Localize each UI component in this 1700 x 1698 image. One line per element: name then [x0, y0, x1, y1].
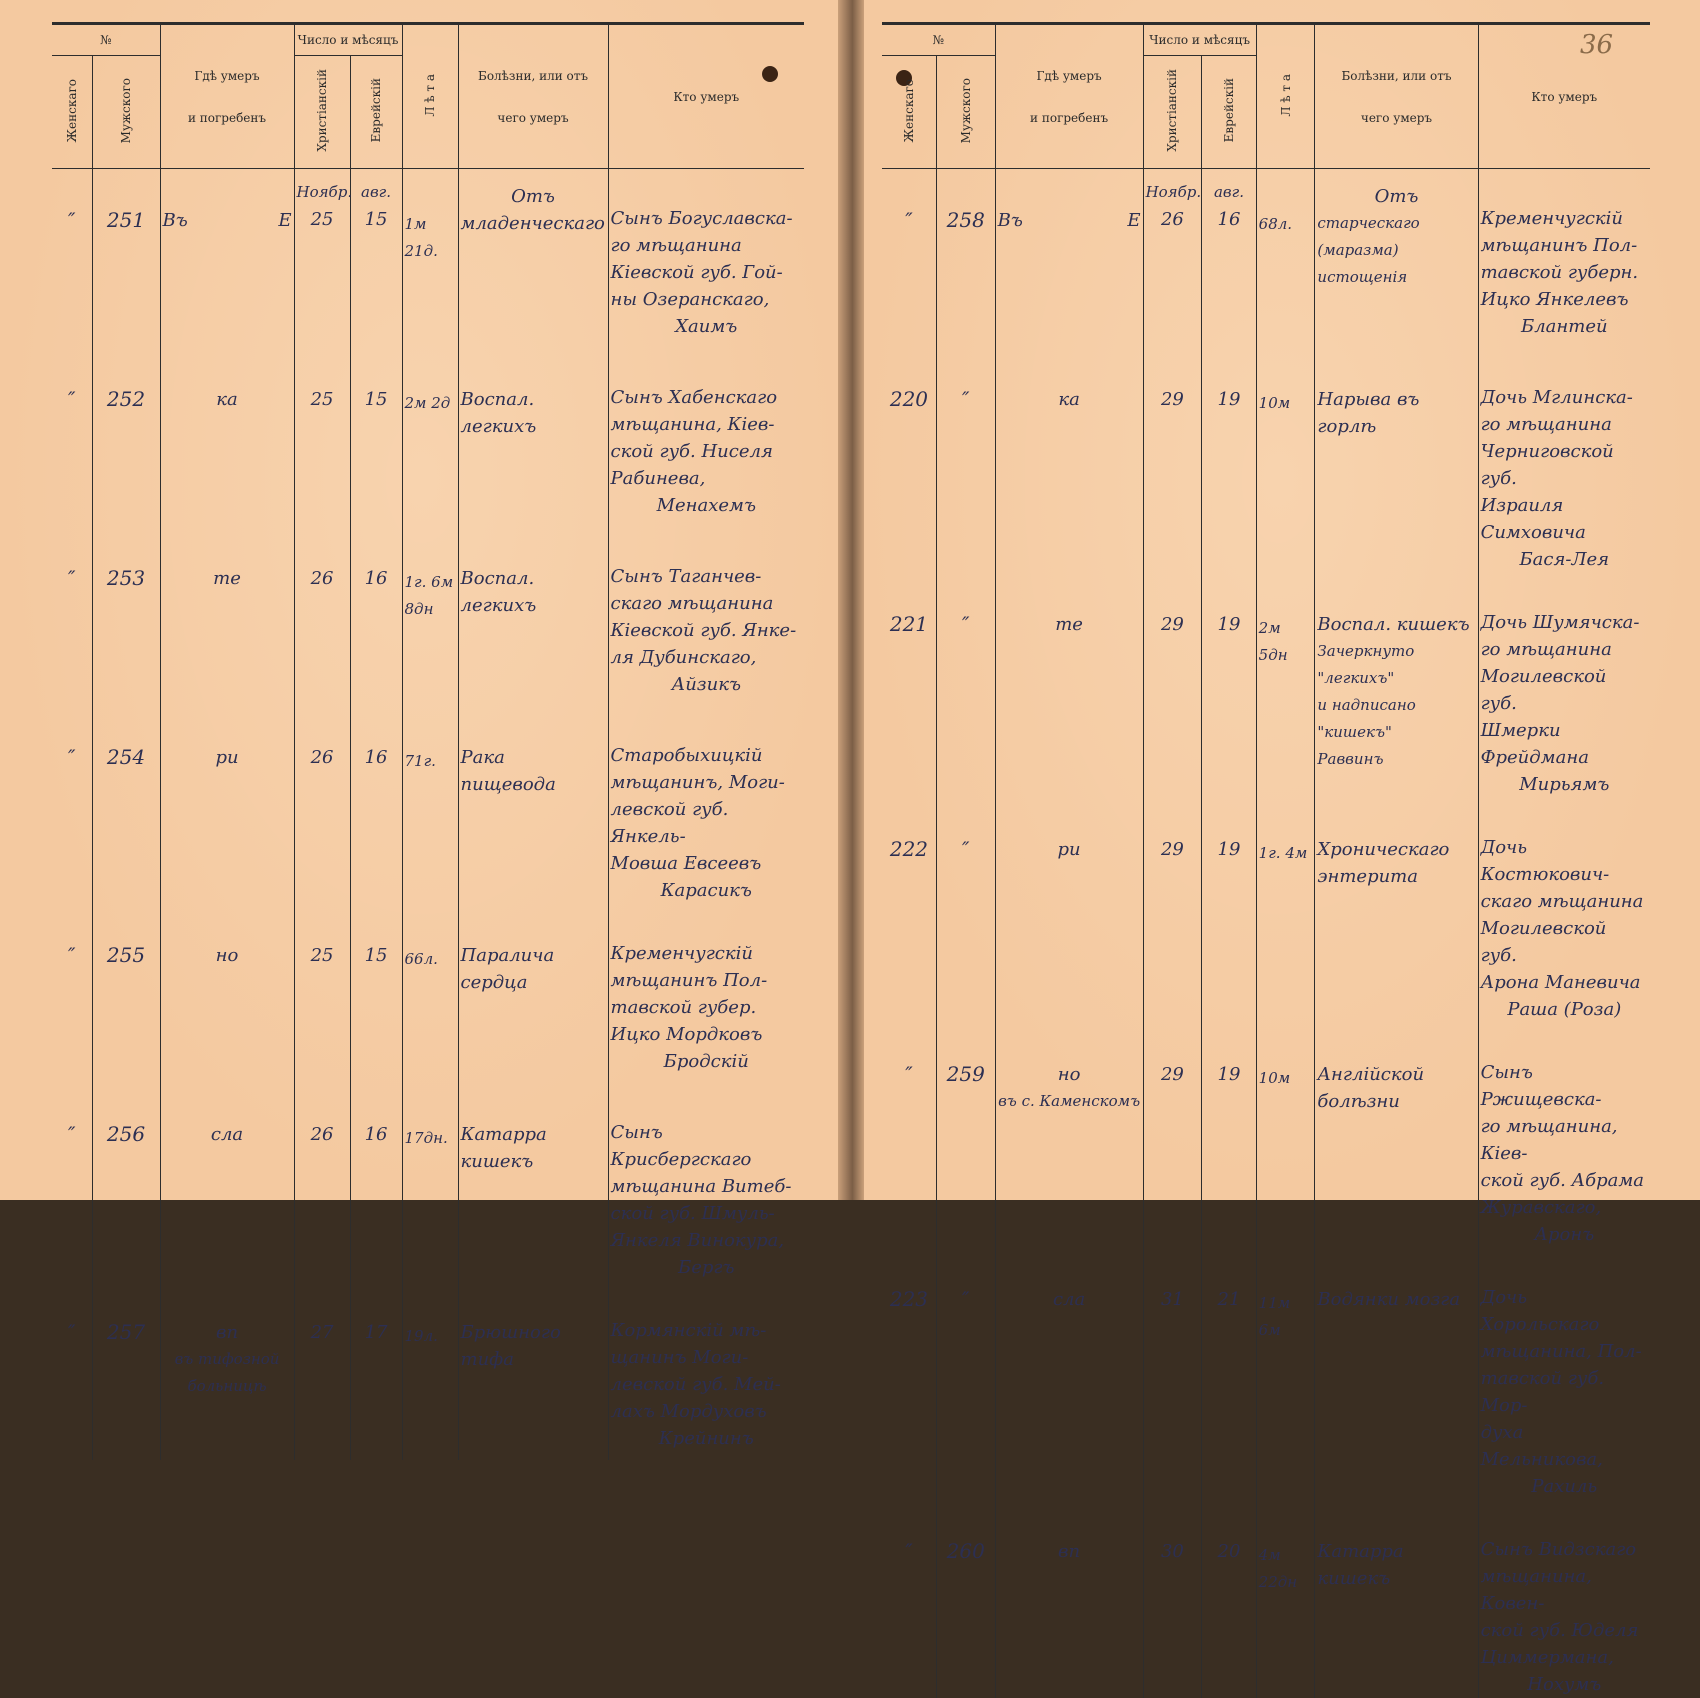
age: 1м 21д.	[402, 169, 458, 349]
header-jewish: Еврейскій	[1202, 56, 1256, 169]
christian-day: 26	[310, 747, 334, 768]
cause-of-death	[458, 1281, 608, 1460]
register-row	[882, 573, 1650, 798]
jewish-day: 16	[1217, 209, 1241, 230]
jewish-month: авг.	[361, 183, 392, 201]
male-number: ″	[936, 798, 995, 1023]
cause-line: Нарыва въ горлѣ	[1317, 389, 1420, 437]
place-of-death	[160, 904, 294, 1083]
christian-day: 25	[310, 209, 334, 230]
deceased-line: ны Озеранскаго,	[610, 289, 770, 310]
deceased-description	[608, 169, 804, 349]
christian-date	[1143, 798, 1202, 1023]
female-number: ″	[68, 387, 76, 411]
cause-line: Воспал. легкихъ	[460, 568, 537, 616]
cause-line: младенческаго	[460, 213, 605, 234]
jewish-date	[350, 169, 402, 349]
deceased-line: Журавскаго,	[1480, 1197, 1602, 1218]
cause-of-death	[1315, 573, 1478, 798]
place-prefix: Въ	[162, 210, 188, 231]
christian-date	[294, 348, 350, 527]
jewish-day: 19	[1217, 1064, 1241, 1085]
deceased-line: Шмерки Фрейдмана	[1480, 720, 1589, 768]
deceased-line: мѣщанина, Пол-	[1480, 1341, 1642, 1362]
age: 11м 6м	[1256, 1248, 1315, 1500]
deceased-line: го мѣщанина, Кіев-	[1480, 1116, 1618, 1164]
register-row	[882, 798, 1650, 1023]
book-gutter	[838, 0, 864, 1200]
cause-of-death	[1315, 1500, 1478, 1698]
deceased-line: мѣщанина, Кіев-	[610, 414, 775, 435]
age: 71г.	[402, 706, 458, 904]
cause-of-death	[458, 348, 608, 527]
cause-line: Рака пищевода	[460, 747, 556, 795]
deceased-description	[608, 348, 804, 527]
left-register-table	[52, 22, 804, 1460]
deceased-line: Сынъ Крисбергскаго	[610, 1122, 752, 1170]
header-christian: Христіанскій	[1143, 56, 1202, 169]
jewish-day: 20	[1217, 1541, 1241, 1562]
cause-line: Воспал. легкихъ	[460, 389, 537, 437]
cause-line: старческаго	[1317, 214, 1420, 232]
place-letter: те	[213, 568, 241, 589]
male-number: 252	[92, 348, 160, 527]
cause-line: (маразма) истощенія	[1317, 241, 1408, 286]
jewish-day: 19	[1217, 839, 1241, 860]
place-of-death	[160, 706, 294, 904]
header-who: Кто умеръ	[1478, 24, 1650, 169]
deceased-description	[608, 1281, 804, 1460]
deceased-line: Бергъ	[678, 1257, 735, 1278]
place-prefix: Въ	[997, 210, 1023, 231]
register-row	[882, 1248, 1650, 1500]
cause-line: Англійской болѣзни	[1317, 1064, 1425, 1112]
male-number: ″	[936, 573, 995, 798]
deceased-line: Сынъ Богуславска-	[610, 208, 793, 229]
female-number: ″	[905, 1062, 913, 1086]
place-letter: ка	[216, 389, 238, 410]
cause-of-death	[1315, 798, 1478, 1023]
male-number: 254	[92, 706, 160, 904]
deceased-description	[1478, 1023, 1650, 1248]
deceased-line: Мирьямъ	[1519, 774, 1610, 795]
deceased-line: Израиля Симховича	[1480, 495, 1586, 543]
deceased-line: Кормянскій мѣ-	[610, 1320, 767, 1341]
register-row	[882, 348, 1650, 573]
place-of-death	[995, 169, 1143, 349]
christian-month: Ноябр.	[1145, 183, 1202, 201]
age: 17дн.	[402, 1083, 458, 1281]
place-letter: вп	[215, 1322, 239, 1343]
female-number: 223	[889, 1287, 929, 1311]
place-note-line: больницѣ	[187, 1377, 267, 1395]
male-number: 258	[936, 169, 995, 349]
header-where: Гдѣ умеръ и погребенъ	[160, 24, 294, 169]
deceased-description	[1478, 573, 1650, 798]
header-where: Гдѣ умеръ и погребенъ	[995, 24, 1143, 169]
cause-of-death	[458, 706, 608, 904]
register-row	[52, 348, 804, 527]
female-number: ″	[68, 943, 76, 967]
register-row	[882, 1500, 1650, 1698]
page-number: 36	[1580, 30, 1614, 60]
jewish-day: 19	[1217, 614, 1241, 635]
place-letter: ка	[1058, 389, 1080, 410]
register-row	[52, 527, 804, 706]
jewish-date	[1202, 1500, 1256, 1698]
header-jewish: Еврейскій	[350, 56, 402, 169]
deceased-description	[1478, 1500, 1650, 1698]
place-of-death	[995, 1500, 1143, 1698]
cause-line: Хроническаго	[1317, 839, 1450, 860]
christian-day: 25	[310, 945, 334, 966]
deceased-line: Ицко Мордковъ	[610, 1024, 763, 1045]
christian-date	[294, 1281, 350, 1460]
jewish-day: 21	[1217, 1289, 1241, 1310]
age: 10м	[1256, 1023, 1315, 1248]
christian-day: 31	[1160, 1289, 1184, 1310]
deceased-line: Могилевской губ.	[1480, 918, 1607, 966]
deceased-line: Рахиль	[1531, 1476, 1598, 1497]
place-letter: но	[1057, 1064, 1081, 1085]
deceased-line: мѣщанинъ Пол-	[610, 970, 768, 991]
jewish-day: 16	[364, 747, 388, 768]
age: 66л.	[402, 904, 458, 1083]
female-number: ″	[905, 208, 913, 232]
male-number: 259	[936, 1023, 995, 1248]
age: 1г. 4м	[1256, 798, 1315, 1023]
christian-date	[294, 1083, 350, 1281]
header-christian: Христіанскій	[294, 56, 350, 169]
jewish-day: 15	[364, 209, 388, 230]
deceased-line: Дочь Костюкович-	[1480, 837, 1610, 885]
cause-of-death	[458, 527, 608, 706]
place-of-death	[995, 1023, 1143, 1248]
deceased-line: Бася-Лея	[1519, 549, 1610, 570]
jewish-date	[1202, 169, 1256, 349]
male-number: 251	[92, 169, 160, 349]
place-of-death	[995, 798, 1143, 1023]
register-row	[882, 1023, 1650, 1248]
header-cause: Болѣзни, или отъ чего умеръ	[458, 24, 608, 169]
female-number: ″	[68, 1122, 76, 1146]
cause-line: Брюшного тифа	[460, 1322, 561, 1370]
female-number: ″	[68, 745, 76, 769]
female-number: ″	[68, 1320, 76, 1344]
deceased-line: Аронъ	[1534, 1224, 1595, 1245]
female-number: 222	[889, 837, 929, 861]
place-of-death	[160, 348, 294, 527]
place-letter: Е	[1127, 210, 1141, 231]
male-number: ″	[936, 348, 995, 573]
deceased-line: Черниговской губ.	[1480, 441, 1614, 489]
cause-of-death	[1315, 1023, 1478, 1248]
cause-line: энтерита	[1317, 866, 1418, 887]
deceased-line: духа Мельникова,	[1480, 1422, 1603, 1470]
deceased-line: ля Дубинскаго,	[610, 647, 757, 668]
deceased-line: Нохумъ	[1527, 1674, 1602, 1695]
christian-day: 26	[310, 568, 334, 589]
jewish-date	[350, 904, 402, 1083]
header-who: Кто умеръ	[608, 24, 804, 169]
register-row	[52, 169, 804, 349]
cause-line: Катарра кишекъ	[1317, 1541, 1404, 1589]
male-number: 253	[92, 527, 160, 706]
deceased-line: мѣщанина, Ковен-	[1480, 1566, 1592, 1614]
cause-line: Воспал. кишекъ	[1317, 614, 1470, 635]
place-letter: сла	[210, 1124, 244, 1145]
age: 19л.	[402, 1281, 458, 1460]
header-date: Число и мѣсяцъ	[294, 24, 402, 56]
deceased-line: Менахемъ	[656, 495, 756, 516]
deceased-line: Раша (Роза)	[1507, 999, 1622, 1020]
female-number: ″	[68, 208, 76, 232]
deceased-line: Бродскій	[663, 1051, 749, 1072]
male-number: 260	[936, 1500, 995, 1698]
christian-day: 29	[1160, 389, 1184, 410]
christian-date	[1143, 1500, 1202, 1698]
jewish-day: 17	[364, 1322, 388, 1343]
jewish-date	[350, 527, 402, 706]
place-of-death	[160, 1083, 294, 1281]
cause-line: Зачеркнуто "легкихъ"	[1317, 642, 1415, 687]
female-number: ″	[905, 1539, 913, 1563]
register-row	[882, 169, 1650, 349]
deceased-line: Сынъ Видзскаго	[1480, 1539, 1637, 1560]
christian-day: 26	[310, 1124, 334, 1145]
jewish-date	[1202, 573, 1256, 798]
jewish-date	[1202, 1023, 1256, 1248]
christian-day: 25	[310, 389, 334, 410]
male-number: 256	[92, 1083, 160, 1281]
deceased-line: лахъ Мордуховъ	[610, 1401, 767, 1422]
deceased-line: тавской губерн.	[1480, 262, 1639, 283]
place-of-death	[160, 527, 294, 706]
christian-date	[1143, 169, 1202, 349]
deceased-line: Кременчугскій	[1480, 208, 1624, 229]
jewish-date	[1202, 1248, 1256, 1500]
christian-day: 29	[1160, 614, 1184, 635]
jewish-date	[350, 348, 402, 527]
header-no: №	[52, 24, 160, 56]
deceased-line: го мѣщанина	[1480, 639, 1612, 660]
place-of-death	[995, 1248, 1143, 1500]
place-note-line: въ тифозной	[174, 1350, 280, 1368]
place-letter: Е	[278, 210, 292, 231]
header-female: Женскаго	[882, 56, 936, 169]
deceased-line: Кіевской губ. Гой-	[610, 262, 783, 283]
christian-date	[294, 527, 350, 706]
header-male: Мужского	[92, 56, 160, 169]
christian-day: 29	[1160, 839, 1184, 860]
cause-line: Отъ	[511, 186, 555, 207]
deceased-line: Сынъ Таганчев-	[610, 566, 762, 587]
deceased-description	[1478, 169, 1650, 349]
jewish-day: 15	[364, 945, 388, 966]
christian-date	[294, 706, 350, 904]
deceased-line: Крейнинъ	[658, 1428, 754, 1449]
christian-date	[294, 169, 353, 349]
deceased-line: ской губ. Шмуль-	[610, 1203, 775, 1224]
christian-date	[1143, 1023, 1202, 1248]
header-cause: Болѣзни, или отъ чего умеръ	[1315, 24, 1478, 169]
deceased-line: тавской губ. Мор-	[1480, 1368, 1605, 1416]
deceased-line: го мѣщанина	[1480, 414, 1612, 435]
header-male: Мужского	[936, 56, 995, 169]
jewish-date	[1202, 798, 1256, 1023]
cause-of-death	[458, 904, 608, 1083]
deceased-line: Старобыхицкій	[610, 745, 763, 766]
place-letter: ри	[1057, 839, 1081, 860]
deceased-line: ской губ. Абрама	[1480, 1170, 1645, 1191]
age: 4м 22дн	[1256, 1500, 1315, 1698]
place-letter: те	[1055, 614, 1083, 635]
cause-of-death	[1315, 348, 1478, 573]
deceased-description	[608, 527, 804, 706]
jewish-day: 16	[364, 568, 388, 589]
deceased-line: скаго мѣщанина	[1480, 891, 1644, 912]
deceased-line: Дочь Шумячска-	[1480, 612, 1640, 633]
cause-line: Катарра кишекъ	[460, 1124, 547, 1172]
age: 10м	[1256, 348, 1315, 573]
christian-date	[1143, 1248, 1202, 1500]
place-of-death	[160, 1281, 294, 1460]
place-of-death	[995, 573, 1143, 798]
deceased-line: щанинъ Моги-	[610, 1347, 749, 1368]
deceased-line: ской губ. Юделя	[1480, 1620, 1639, 1641]
deceased-line: Могилевской губ.	[1480, 666, 1607, 714]
deceased-line: Ицко Янкелевъ	[1480, 289, 1629, 310]
right-register-table	[882, 22, 1650, 1698]
female-number: 221	[889, 612, 929, 636]
place-letter: вп	[1058, 1541, 1081, 1562]
deceased-line: Дочь Мглинска-	[1480, 387, 1633, 408]
deceased-line: Блантей	[1520, 316, 1608, 337]
deceased-line: Сынъ Хабенскаго	[610, 387, 778, 408]
jewish-date	[1202, 348, 1256, 573]
header-female: Женскаго	[52, 56, 92, 169]
christian-date	[1143, 573, 1202, 798]
deceased-line: левской губ. Янкель-	[610, 799, 729, 847]
deceased-description	[608, 904, 804, 1083]
deceased-line: мѣщанина Витеб-	[610, 1176, 792, 1197]
deceased-line: Янкеля Винокура,	[610, 1230, 785, 1251]
cause-of-death	[1315, 169, 1478, 349]
female-number: 220	[889, 387, 929, 411]
cause-line: Отъ	[1374, 186, 1419, 207]
register-row	[52, 706, 804, 904]
deceased-line: Кременчугскій	[610, 943, 753, 964]
place-letter: сла	[1052, 1289, 1086, 1310]
cause-line: Водянки мозга	[1317, 1289, 1461, 1310]
christian-month: Ноябр.	[296, 183, 353, 201]
age: 1г. 6м 8дн	[402, 527, 458, 706]
register-row	[52, 904, 804, 1083]
deceased-line: Циммермана,	[1480, 1647, 1614, 1668]
deceased-line: Айзикъ	[671, 674, 741, 695]
deceased-line: Дочь Хорольскаго	[1480, 1287, 1600, 1335]
cause-line: Паралича сердца	[460, 945, 555, 993]
place-note-line: въ с. Каменскомъ	[998, 1092, 1141, 1110]
age: 2м 2д	[402, 348, 458, 527]
male-number: 257	[92, 1281, 160, 1460]
christian-date	[1143, 348, 1202, 573]
header-age: Л ѣ т а	[1256, 24, 1315, 169]
deceased-line: левской губ. Мей-	[610, 1374, 781, 1395]
place-letter: ри	[215, 747, 239, 768]
male-number: ″	[936, 1248, 995, 1500]
deceased-description	[1478, 348, 1650, 573]
christian-day: 30	[1160, 1541, 1184, 1562]
jewish-day: 19	[1217, 389, 1241, 410]
deceased-line: го мѣщанина	[610, 235, 742, 256]
header-age: Л ѣ т а	[402, 24, 458, 169]
cause-of-death	[458, 1083, 608, 1281]
deceased-line: Арона Маневича	[1480, 972, 1641, 993]
deceased-line: мѣщанинъ Пол-	[1480, 235, 1638, 256]
male-number: 255	[92, 904, 160, 1083]
jewish-date	[350, 706, 402, 904]
deceased-description	[1478, 798, 1650, 1023]
female-number: ″	[68, 566, 76, 590]
jewish-day: 15	[364, 389, 388, 410]
deceased-line: Сынъ Ржищевска-	[1480, 1062, 1602, 1110]
christian-day: 29	[1160, 1064, 1184, 1085]
age: 2м 5дн	[1256, 573, 1315, 798]
header-no: №	[882, 24, 995, 56]
deceased-description	[608, 706, 804, 904]
deceased-line: Рабинева,	[610, 468, 706, 489]
jewish-date	[350, 1083, 402, 1281]
deceased-line: Мовша Евсеевъ	[610, 853, 762, 874]
jewish-day: 16	[364, 1124, 388, 1145]
place-of-death	[160, 169, 294, 349]
cause-of-death	[458, 169, 608, 349]
christian-date	[294, 904, 350, 1083]
jewish-date	[350, 1281, 402, 1460]
deceased-line: ской губ. Ниселя	[610, 441, 773, 462]
deceased-line: скаго мѣщанина	[610, 593, 774, 614]
cause-line: Раввинъ	[1317, 750, 1384, 768]
deceased-line: мѣщанинъ, Моги-	[610, 772, 785, 793]
christian-day: 27	[310, 1322, 334, 1343]
register-row	[52, 1281, 804, 1460]
deceased-line: Кіевской губ. Янке-	[610, 620, 797, 641]
deceased-description	[608, 1083, 804, 1281]
age: 68л.	[1256, 169, 1315, 349]
cause-line: и надписано "кишекъ"	[1317, 696, 1416, 741]
cause-of-death	[1315, 1248, 1478, 1500]
christian-day: 26	[1160, 209, 1184, 230]
deceased-line: Карасикъ	[660, 880, 752, 901]
deceased-line: Хаимъ	[675, 316, 738, 337]
header-date: Число и мѣсяцъ	[1143, 24, 1256, 56]
place-of-death	[995, 348, 1143, 573]
deceased-line: тавской губер.	[610, 997, 757, 1018]
place-letter: но	[215, 945, 239, 966]
register-row	[52, 1083, 804, 1281]
jewish-month: авг.	[1213, 183, 1244, 201]
deceased-description	[1478, 1248, 1650, 1500]
